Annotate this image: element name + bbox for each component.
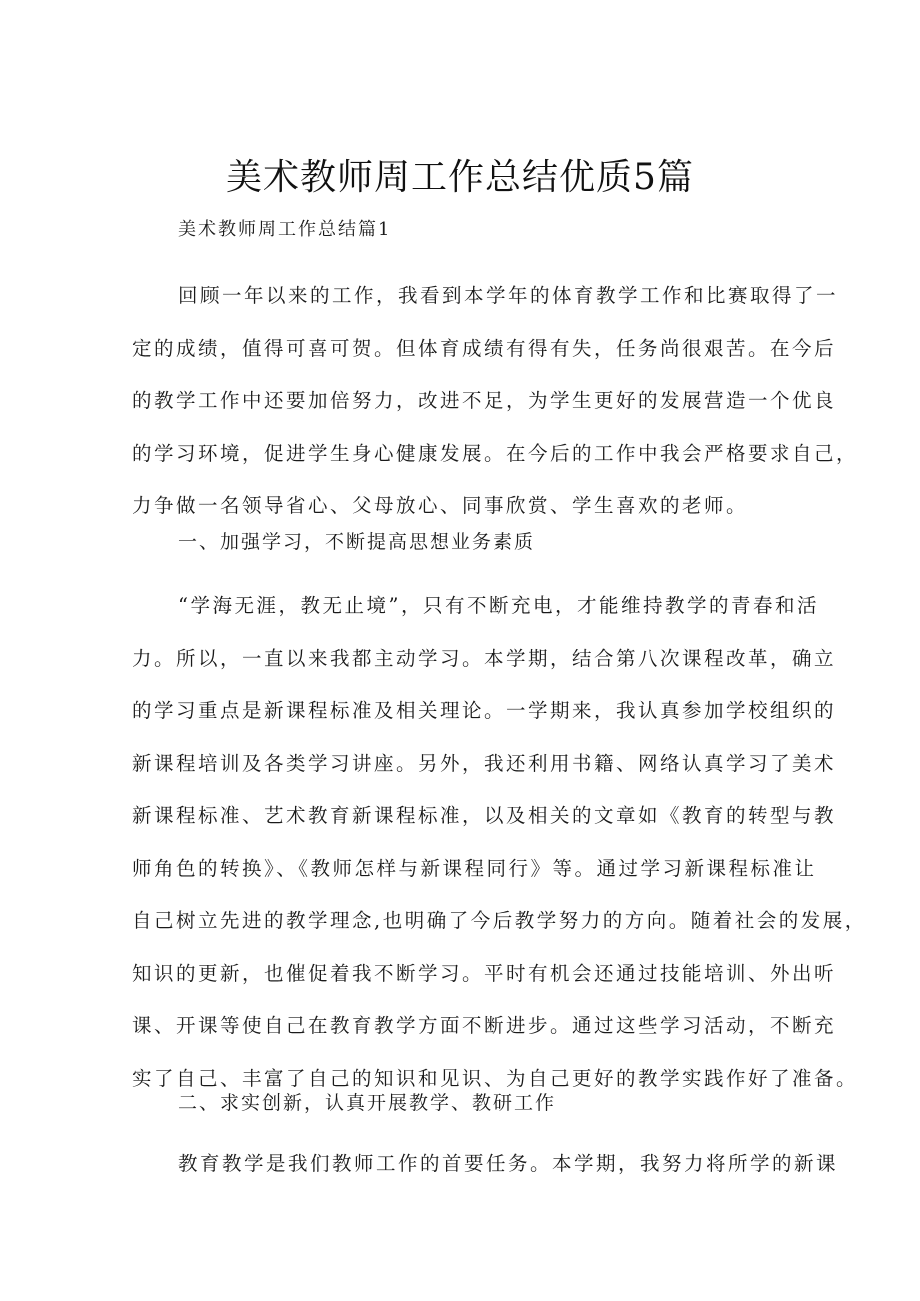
section-subtitle: 美术教师周工作总结篇1 (178, 219, 392, 240)
paragraph-line: 新课程培训及各类学习讲座。另外，我还利用书籍、网络认真学习了美术 (132, 751, 837, 775)
paragraph-line: 的教学工作中还要加倍努力，改进不足，为学生更好的发展营造一个优良 (132, 389, 837, 412)
paragraph-line: “学海无涯，教无止境”，只有不断充电，才能维持教学的青春和活 (178, 594, 819, 617)
section-heading-2: 二、求实创新，认真开展教学、教研工作 (178, 1092, 557, 1114)
document-title: 美术教师周工作总结优质5篇 (226, 157, 694, 198)
paragraph-line: 自己树立先进的教学理念,也明确了今后教学努力的方向。随着社会的发展， (132, 909, 867, 932)
paragraph-line: 力争做一名领导省心、父母放心、同事欣赏、学生喜欢的老师。 (132, 494, 749, 517)
paragraph-line: 的学习环境，促进学生身心健康发展。在今后的工作中我会严格要求自己， (132, 441, 859, 465)
paragraph-teaching (132, 1138, 839, 1191)
paragraph-line: 师角色的转换》、《教师怎样与新课程同行》等。通过学习新课程标准让 (132, 856, 817, 880)
paragraph-line: 的学习重点是新课程标准及相关理论。一学期来，我认真参加学校组织的 (132, 699, 837, 722)
paragraph-line: 课、开课等使自己在教育教学方面不断进步。通过这些学习活动，不断充 (132, 1014, 837, 1037)
paragraph-line: 教育教学是我们教师工作的首要任务。本学期，我努力将所学的新课 (178, 1152, 839, 1175)
paragraph-line: 定的成绩，值得可喜可贺。但体育成绩有得有失，任务尚很艰苦。在今后 (132, 336, 837, 360)
paragraph-line: 回顾一年以来的工作，我看到本学年的体育教学工作和比赛取得了一 (178, 284, 839, 307)
section-heading-1: 一、加强学习，不断提高思想业务素质 (178, 531, 536, 553)
paragraph-line: 新课程标准、艺术教育新课程标准，以及相关的文章如《教育的转型与教 (132, 804, 837, 827)
paragraph-study (132, 580, 867, 1105)
paragraph-line: 知识的更新，也催促着我不断学习。平时有机会还通过技能培训、外出听 (132, 961, 837, 985)
paragraph-line: 力。所以，一直以来我都主动学习。本学期，结合第八次课程改革，确立 (132, 646, 837, 670)
paragraph-review (132, 270, 859, 533)
paragraph-line: 实了自己、丰富了自己的知识和见识、为自己更好的教学实践作好了准备。 (132, 1066, 859, 1090)
